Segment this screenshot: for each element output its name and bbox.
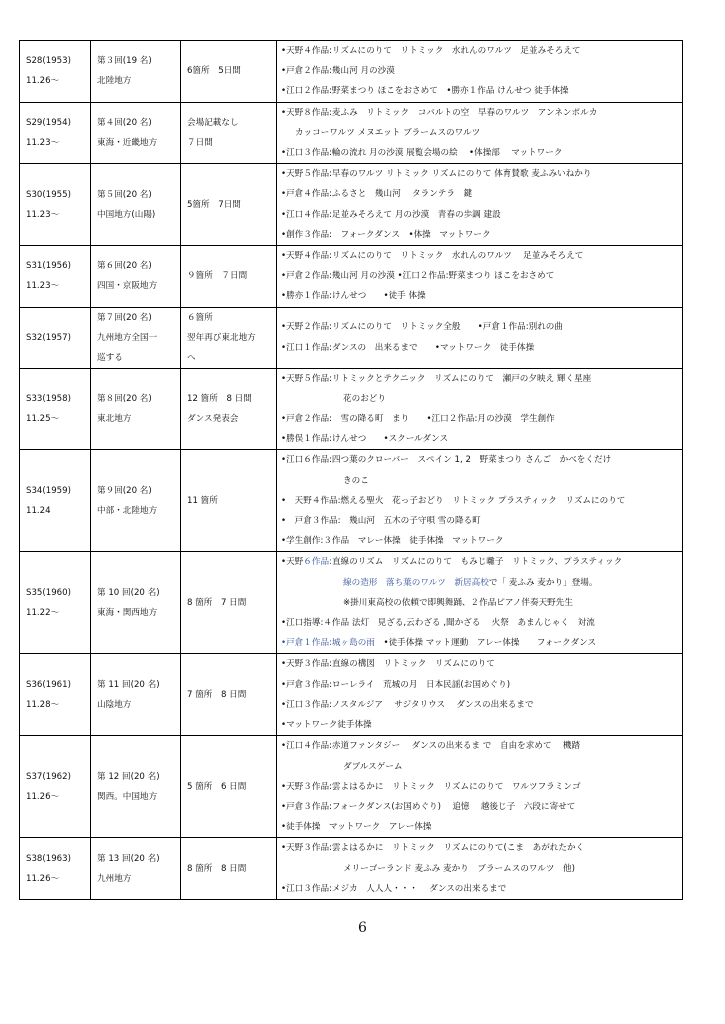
highlighted-text: •戸倉１作品:城ヶ島の雨 (281, 638, 375, 649)
program-cell (277, 368, 683, 450)
round-cell (91, 102, 181, 164)
program-line: •江口２作品:野菜まつり ほこをおさめて •勝亦１作品 けんせつ 徒手体操 (281, 86, 569, 97)
venue-cell (181, 41, 277, 103)
year-cell (20, 552, 91, 654)
page-number: 6 (358, 920, 367, 936)
region-label: 中国地方(山陽) (97, 209, 156, 220)
region-label: 関西。中国地方 (97, 791, 158, 802)
program-line: •江口６作品:四つ葉のクローバー スペイン 1, 2 野菜まつり さんご かべをくだけ (281, 455, 612, 466)
program-cell (277, 307, 683, 368)
round-cell (91, 41, 181, 103)
round-label: 第４回(20 名) (97, 117, 152, 128)
program-line: •江口４作品:足並みそろえて 月の沙漠 青春の歩調 建設 (281, 209, 501, 220)
program-line: •徒手体操 マットワーク アレー体操 (281, 822, 432, 833)
tour-row (20, 552, 683, 654)
start-date: 11.23〜 (26, 281, 60, 292)
program-line: •勝俣１作品:けんせつ •スクールダンス (281, 434, 449, 445)
year-cell (20, 246, 91, 308)
round-cell (91, 246, 181, 308)
tour-row (20, 41, 683, 103)
tour-row (20, 102, 683, 164)
program-line: •江口１作品:ダンスの 出来るまで •マットワーク 徒手体操 (281, 342, 535, 353)
venue-line: 5 箇所 6 日間 (187, 781, 247, 792)
venue-cell (181, 102, 277, 164)
round-label: 第６回(20 名) (97, 261, 152, 272)
venue-line: 11 箇所 (187, 495, 218, 506)
venue-line: 8 箇所 8 日間 (187, 863, 247, 874)
start-date: 11.26〜 (26, 873, 60, 884)
program-line: •天野４作品:リズムにのりて リトミック 水れんのワルツ 足並みそろえて (281, 46, 581, 56)
program-line: •天野８作品:麦ふみ リトミック コバルトの空 早春のワルツ アンネンポルカ (281, 107, 598, 118)
program-line: •江口指導:４作品 法灯 見ざる,云わざる ,聞かざる 火祭 あまんじゃく 対流 (281, 618, 595, 629)
round-cell (91, 552, 181, 654)
tour-row (20, 164, 683, 246)
region-label: 東海・近畿地方 (97, 137, 158, 148)
round-label: 第９回(20 名) (97, 485, 152, 496)
tour-schedule-table (19, 40, 683, 900)
tour-row (20, 368, 683, 450)
tour-row (20, 838, 683, 900)
year-cell (20, 41, 91, 103)
start-date: 11.22〜 (26, 607, 60, 618)
year-label: S35(1960) (26, 587, 71, 598)
round-label: 第 12 回(20 名) (97, 771, 160, 782)
program-line: •勝亦１作品:けんせつ •徒手 体操 (281, 291, 426, 302)
venue-line: 5箇所 7日間 (187, 199, 241, 210)
region-label: 東海・関西地方 (97, 607, 158, 618)
venue-cell (181, 838, 277, 900)
program-line: •天野５作品:リトミックとテクニック リズムにのりて 瀬戸の夕映え 輝く星座 (281, 373, 592, 384)
venue-line: 7 箇所 8 日間 (187, 689, 247, 700)
venue-cell (181, 450, 277, 552)
venue-cell (181, 368, 277, 450)
program-cell (277, 164, 683, 246)
venue-line: ９箇所 ７日間 (187, 271, 248, 282)
program-line (281, 552, 678, 572)
program-line: • 天野４作品:燃える聖火 花っ子おどり リトミック プラスティック リズムにのりて (281, 495, 626, 506)
region-label: 九州地方 (97, 873, 132, 884)
venue-line: 6箇所 5日間 (187, 66, 241, 77)
start-date: 11.23〜 (26, 137, 60, 148)
year-label: S30(1955) (26, 189, 71, 200)
program-line: • 戸倉３作品: 幾山河 五木の子守唄 雪の降る町 (281, 516, 481, 527)
program-text: で「 麦ふみ 麦かり」登場。 (488, 577, 598, 588)
program-line: •マットワーク徒手体操 (281, 720, 372, 731)
year-cell (20, 654, 91, 736)
year-cell (20, 164, 91, 246)
region-label: 東北地方 (97, 414, 132, 425)
program-line: •江口４作品:赤道ファンタジー ダンスの出来るま で 自由を求めて 機踏 (281, 741, 581, 752)
venue-line: 12 箇所 8 日間 (187, 394, 252, 405)
program-line: •戸倉４作品:ふるさと 幾山河 タランテラ 鍵 (281, 189, 473, 200)
program-line: •創作３作品: フォークダンス •体操 マットワーク (281, 229, 491, 240)
year-label: S34(1959) (26, 485, 71, 496)
program-cell (277, 838, 683, 900)
start-date: 11.25〜 (26, 414, 60, 425)
program-line: •戸倉２作品: 雪の降る町 まり •江口２作品:月の沙漠 学生創作 (281, 414, 555, 425)
round-cell (91, 307, 181, 368)
program-line: •戸倉３作品:フォークダンス(お国めぐり) 追憶 越後じ子 六段に寄せて (281, 801, 576, 812)
program-cell (277, 654, 683, 736)
round-label: 第７回(20 名) (97, 312, 152, 323)
year-label: S28(1953) (26, 56, 71, 67)
round-label: 第 13 回(20 名) (97, 853, 160, 864)
round-cell (91, 368, 181, 450)
venue-cell (181, 246, 277, 308)
program-cell (277, 552, 683, 654)
tour-row (20, 307, 683, 368)
program-text: •徒手体操 マット運動 アレー体操 フォークダンス (374, 638, 597, 649)
program-text: 直線のリズム リズムにのりて もみじ囃子 リトミック、プラスティック (331, 557, 623, 568)
program-line: •天野３作品:直線の構図 リトミック リズムにのりて (281, 659, 495, 670)
program-line: •戸倉２作品:幾山河 月の沙漠 •江口２作品:野菜まつり ほこをおさめて (281, 271, 555, 282)
year-label: S29(1954) (26, 117, 71, 128)
venue-cell (181, 552, 277, 654)
program-line: カッコーワルツ メヌエット ブラームスのワルツ (295, 127, 481, 138)
program-cell (277, 41, 683, 103)
program-line: •江口３作品:ノスタルジア サジタリウス ダンスの出来るまで (281, 699, 534, 710)
region-label: 四国・京阪地方 (97, 281, 158, 292)
round-cell (91, 450, 181, 552)
round-label: 第 10 回(20 名) (97, 587, 160, 598)
program-line: •天野５作品:早春のワルツ リトミック リズムにのりて 体育賛歌 麦ふみいねかり (281, 169, 592, 180)
round-label: 第３回(19 名) (97, 56, 152, 67)
round-cell (91, 654, 181, 736)
program-line: •天野２作品:リズムにのりて リトミック全般 •戸倉１作品:別れの曲 (281, 322, 563, 333)
start-date: 11.26〜 (26, 76, 60, 87)
venue-line: へ (187, 352, 196, 363)
start-date: 11.24 (26, 505, 51, 516)
region-label: 山陰地方 (97, 699, 132, 710)
year-label: S38(1963) (26, 853, 71, 864)
program-cell (277, 450, 683, 552)
year-label: S33(1958) (26, 394, 71, 405)
venue-line: ７日間 (187, 137, 213, 148)
program-line: きのこ (343, 475, 369, 486)
program-line: メリーゴーランド 麦ふみ 麦かり ブラームスのワルツ 他) (343, 863, 575, 874)
program-line: •学生創作:３作品 マレー体操 徒手体操 マットワーク (281, 536, 504, 547)
tour-row (20, 736, 683, 838)
program-line: •江口３作品:輪の流れ 月の沙漠 展覧会場の絵 •体操部 マットワーク (281, 148, 563, 159)
round-cell (91, 164, 181, 246)
year-cell (20, 307, 91, 368)
program-line: •戸倉３作品:ローレライ 荒城の月 日本民謡(お国めぐり) (281, 679, 511, 690)
year-label: S36(1961) (26, 679, 71, 690)
venue-cell (181, 736, 277, 838)
year-cell (20, 450, 91, 552)
start-date: 11.23〜 (26, 209, 60, 220)
year-cell (20, 368, 91, 450)
highlighted-text: 線の造形 落ち葉のワルツ 新居高校 (343, 577, 489, 588)
program-line (281, 573, 678, 593)
venue-cell (181, 164, 277, 246)
year-label: S32(1957) (26, 332, 71, 343)
program-line: ダブルスゲーム (343, 761, 403, 772)
year-label: S37(1962) (26, 771, 71, 782)
year-cell (20, 102, 91, 164)
venue-line: ダンス発表会 (187, 414, 239, 425)
program-line: •天野３作品:雲よはるかに リトミック リズムにのりて ワルツフラミンゴ (281, 781, 581, 792)
tour-row (20, 654, 683, 736)
program-cell (277, 102, 683, 164)
program-line (281, 633, 678, 653)
venue-line: 翌年再び東北地方 (187, 332, 256, 343)
program-text: •天野 (281, 557, 304, 568)
round-cell (91, 736, 181, 838)
program-line: •天野３作品:雲よはるかに リトミック リズムにのりて(こま あがれたかく (281, 843, 585, 854)
region-label: 九州地方全国一 (97, 332, 158, 343)
round-label: 第８回(20 名) (97, 394, 152, 405)
venue-line: 会場記載なし (187, 117, 239, 128)
start-date: 11.28〜 (26, 699, 60, 710)
round-label: 第５回(20 名) (97, 189, 152, 200)
highlighted-text: ６作品: (303, 557, 332, 568)
region-label: 中部・北陸地方 (97, 505, 158, 516)
venue-cell (181, 654, 277, 736)
program-line: 花のおどり (343, 393, 386, 404)
round-label: 第 11 回(20 名) (97, 679, 160, 690)
program-line: •江口３作品:メジカ 人人人・・・ ダンスの出来るまで (281, 883, 507, 894)
year-cell (20, 736, 91, 838)
region-label-continued: 巡する (97, 352, 123, 363)
tour-row (20, 246, 683, 308)
region-label: 北陸地方 (97, 76, 132, 87)
program-line: ※掛川東高校の依頼で即興舞踊、２作品ピアノ伴奏天野先生 (343, 597, 573, 608)
start-date: 11.26〜 (26, 791, 60, 802)
venue-cell (181, 307, 277, 368)
round-cell (91, 838, 181, 900)
program-line: •戸倉２作品:幾山河 月の沙漠 (281, 66, 395, 77)
program-line: •天野４作品:リズムにのりて リトミック 水れんのワルツ 足並みそろえて (281, 251, 584, 262)
tour-row (20, 450, 683, 552)
venue-line: 8 箇所 7 日間 (187, 597, 247, 608)
program-cell (277, 246, 683, 308)
venue-line: ６箇所 (187, 312, 213, 323)
year-cell (20, 838, 91, 900)
program-cell (277, 736, 683, 838)
year-label: S31(1956) (26, 261, 71, 272)
